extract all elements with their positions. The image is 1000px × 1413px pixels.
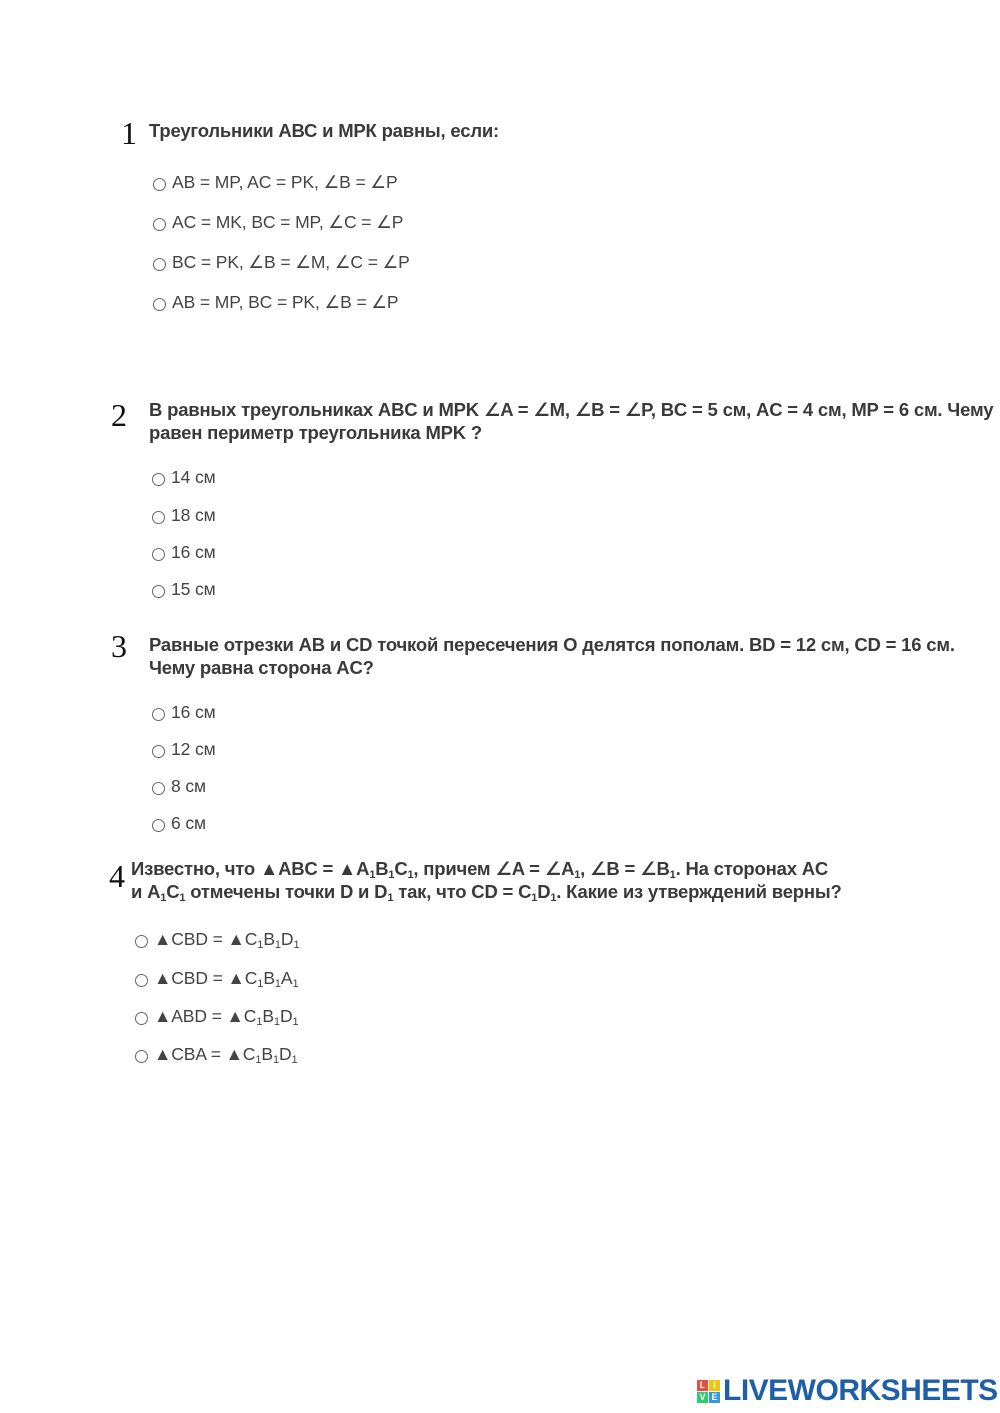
option-label [154, 929, 300, 950]
option-label: 15 см [171, 579, 216, 599]
logo-letter: E [709, 1392, 720, 1403]
text-segment: . На сторонах AC [675, 858, 829, 879]
question-1-option-1[interactable] [153, 172, 398, 193]
subscript: 1 [257, 978, 264, 990]
subscript: 1 [293, 939, 300, 951]
question-2-option-3[interactable] [152, 542, 216, 563]
radio-button[interactable] [152, 511, 165, 524]
text-segment: B [375, 858, 389, 879]
option-label: 18 см [171, 505, 216, 525]
subscript: 1 [291, 1054, 298, 1066]
radio-button[interactable] [152, 745, 165, 758]
text-segment: D [280, 929, 294, 949]
option-label: AB = MP, AC = PK, ∠B = ∠P [172, 172, 398, 192]
text-segment: и A [131, 881, 161, 902]
text-segment: C [394, 858, 408, 879]
question-3-option-1[interactable] [152, 702, 216, 723]
question-2-option-2[interactable] [152, 505, 216, 526]
question-2-text [149, 398, 994, 444]
question-3-number: 3 [111, 628, 127, 664]
option-label [154, 1044, 298, 1065]
subscript: 1 [531, 892, 538, 904]
logo-letter: L [697, 1380, 708, 1391]
subscript: 1 [255, 1054, 262, 1066]
logo-mark-icon [697, 1380, 720, 1403]
subscript: 1 [274, 939, 281, 951]
question-1-option-4[interactable] [153, 292, 399, 313]
logo-letter: V [697, 1392, 708, 1403]
logo-text: LIVEWORKSHEETS [723, 1374, 998, 1407]
text-segment: ▲ABD = ▲C [154, 1006, 257, 1026]
subscript: 1 [257, 939, 264, 951]
question-2-text-line-1: В равных треугольниках ABC и MPK ∠A = ∠M, ∠B = ∠P, BC = 5 см, AC = 4 см, MP = 6 см. Чему [149, 399, 994, 420]
question-3-text-line-1: Равные отрезки AB и CD точкой пересечения O делятся пополам. BD = 12 см, CD = 16 см. [149, 634, 955, 655]
subscript: 1 [179, 892, 186, 904]
subscript: 1 [160, 892, 167, 904]
question-1-number: 1 [121, 115, 137, 151]
text-segment: C [166, 881, 180, 902]
subscript: 1 [550, 892, 557, 904]
option-label: AC = MK, BC = MP, ∠C = ∠P [172, 212, 404, 232]
radio-button[interactable] [152, 473, 165, 486]
option-label: 16 см [171, 702, 216, 722]
option-label: 14 см [171, 467, 216, 487]
radio-button[interactable] [152, 585, 165, 598]
text-segment: , ∠B = ∠B [580, 858, 670, 879]
question-3-option-2[interactable] [152, 739, 216, 760]
question-4-text [131, 857, 931, 903]
logo-letter: I [709, 1380, 720, 1391]
question-4-option-4[interactable] [135, 1044, 298, 1065]
text-segment: , причем ∠A = ∠A [413, 858, 575, 879]
radio-button[interactable] [135, 974, 148, 987]
option-label: AB = MP, BC = PK, ∠B = ∠P [172, 292, 399, 312]
question-4-text-line-1 [131, 857, 931, 880]
radio-button[interactable] [135, 1012, 148, 1025]
subscript: 1 [272, 1054, 279, 1066]
subscript: 1 [273, 1016, 280, 1028]
option-label: BC = PK, ∠B = ∠M, ∠C = ∠P [172, 252, 410, 272]
text-segment: отмечены точки D и D [185, 881, 388, 902]
radio-button[interactable] [135, 935, 148, 948]
text-segment: D [537, 881, 551, 902]
question-4-text-line-2 [131, 880, 931, 903]
radio-button[interactable] [153, 258, 166, 271]
subscript: 1 [292, 978, 299, 990]
radio-button[interactable] [153, 178, 166, 191]
radio-button[interactable] [152, 819, 165, 832]
subscript: 1 [369, 869, 376, 881]
text-segment: D [279, 1006, 293, 1026]
question-4-option-1[interactable] [135, 929, 300, 950]
question-3-text-line-2: Чему равна сторона AC? [149, 657, 374, 678]
text-segment: так, что CD = C [393, 881, 532, 902]
text-segment: Известно, что ▲ABC = ▲A [131, 858, 370, 879]
subscript: 1 [256, 1016, 263, 1028]
text-segment: A [280, 968, 293, 988]
option-label [154, 968, 299, 989]
radio-button[interactable] [152, 782, 165, 795]
question-2-number: 2 [111, 397, 127, 433]
subscript: 1 [387, 892, 394, 904]
question-1-text: Треугольники АВС и МРК равны, если: [149, 120, 500, 141]
option-label: 6 см [171, 813, 206, 833]
radio-button[interactable] [153, 218, 166, 231]
radio-button[interactable] [153, 298, 166, 311]
question-2-option-1[interactable] [152, 467, 216, 488]
subscript: 1 [292, 1016, 299, 1028]
text-segment: ▲CBA = ▲C [154, 1044, 256, 1064]
question-3-option-4[interactable] [152, 813, 206, 834]
question-4-option-2[interactable] [135, 968, 299, 989]
text-segment: B [263, 929, 275, 949]
option-label: 16 см [171, 542, 216, 562]
question-2-option-4[interactable] [152, 579, 216, 600]
question-3-text [149, 633, 969, 679]
text-segment: D [278, 1044, 292, 1064]
radio-button[interactable] [135, 1050, 148, 1063]
question-2-text-line-2: равен периметр треугольника MPK ? [149, 422, 482, 443]
subscript: 1 [574, 869, 581, 881]
radio-button[interactable] [152, 708, 165, 721]
question-3-option-3[interactable] [152, 776, 206, 797]
text-segment: ▲CBD = ▲C [154, 929, 258, 949]
text-segment: B [261, 1044, 273, 1064]
question-4-option-3[interactable] [135, 1006, 299, 1027]
option-label: 12 см [171, 739, 216, 759]
subscript: 1 [274, 978, 281, 990]
subscript: 1 [669, 869, 676, 881]
subscript: 1 [407, 869, 414, 881]
text-segment: B [262, 1006, 274, 1026]
text-segment: . Какие из утверждений верны? [556, 881, 842, 902]
text-segment: ▲CBD = ▲C [154, 968, 258, 988]
liveworksheets-logo [697, 1376, 998, 1406]
option-label: 8 см [171, 776, 206, 796]
question-1-option-2[interactable] [153, 212, 403, 233]
subscript: 1 [388, 869, 395, 881]
question-4-number: 4 [109, 858, 125, 894]
text-segment: B [263, 968, 275, 988]
question-1-option-3[interactable] [153, 252, 410, 273]
option-label [154, 1006, 299, 1027]
radio-button[interactable] [152, 548, 165, 561]
